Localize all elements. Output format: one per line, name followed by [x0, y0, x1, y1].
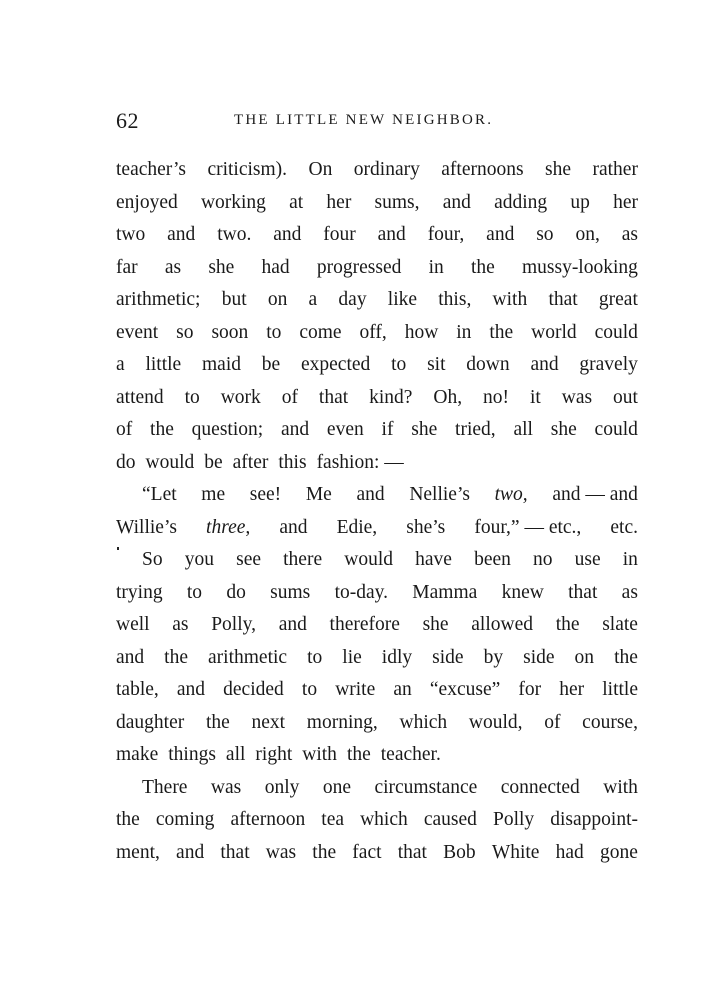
word: caused — [423, 809, 477, 830]
word: mussy-looking — [521, 256, 638, 278]
word: table, — [116, 679, 159, 700]
word: afternoon — [230, 809, 306, 830]
word: arithmetic; — [116, 289, 201, 310]
word: working — [200, 191, 266, 213]
word: afternoons — [441, 159, 524, 180]
word: world — [531, 321, 577, 343]
word: three, — [206, 516, 251, 538]
word: the — [614, 646, 638, 668]
text-line — [116, 804, 638, 837]
word: this — [278, 451, 307, 473]
word: do — [116, 451, 136, 473]
word: of — [281, 386, 298, 408]
word: Polly — [492, 809, 535, 830]
word: all — [225, 744, 246, 765]
word: the — [312, 841, 337, 863]
text-line — [116, 219, 638, 252]
word: would, — [468, 711, 523, 733]
word: so — [176, 321, 194, 343]
word: Mamma — [412, 581, 478, 603]
word: disappoint- — [550, 809, 638, 830]
text-line — [116, 187, 638, 220]
word: use — [574, 549, 601, 570]
word: come — [299, 321, 342, 343]
word: had — [261, 256, 290, 278]
word: the — [346, 744, 371, 765]
word: and — [356, 484, 385, 505]
word: the — [470, 256, 495, 278]
word: the — [555, 614, 580, 635]
word: was — [210, 776, 242, 798]
word: in — [428, 256, 444, 278]
word: two — [116, 224, 146, 245]
word: and — [280, 419, 310, 440]
word: a — [308, 289, 318, 310]
word: lie — [342, 646, 362, 668]
word: down — [466, 354, 510, 375]
word: but — [221, 289, 247, 310]
word: all — [513, 419, 533, 440]
word: little — [602, 679, 638, 700]
word: knew — [501, 581, 544, 603]
word: and — [273, 224, 302, 245]
word: she — [422, 614, 449, 635]
word: at — [289, 191, 304, 213]
word: that — [548, 289, 578, 310]
word: maid — [202, 354, 241, 375]
word: daughter — [116, 711, 185, 733]
word: there — [283, 549, 323, 570]
word: as — [164, 256, 182, 278]
text-line — [116, 674, 638, 707]
word: Polly, — [211, 614, 256, 635]
word: her — [559, 679, 585, 700]
word: to-day. — [334, 581, 388, 603]
word: and — [167, 224, 196, 245]
word: could — [594, 419, 638, 440]
word: make — [116, 744, 159, 765]
word: as — [621, 224, 638, 245]
word: arithmetic — [208, 646, 288, 668]
word: to — [186, 581, 203, 603]
text-line — [116, 739, 638, 772]
word: she — [545, 159, 572, 180]
word: and — [176, 679, 206, 700]
text-line — [116, 284, 638, 317]
word: enjoyed — [116, 191, 178, 213]
word: with — [302, 744, 337, 765]
word: the — [205, 711, 230, 733]
word: that — [220, 841, 250, 863]
word: great — [598, 289, 638, 310]
word: next — [251, 711, 286, 733]
word: so — [536, 224, 554, 245]
word: right — [255, 744, 293, 765]
text-line — [116, 317, 638, 350]
word: to — [391, 354, 407, 375]
word: Edie, — [336, 516, 378, 538]
word: be — [261, 354, 281, 375]
word: Oh, — [433, 386, 463, 408]
word: question; — [191, 419, 264, 440]
word: sit — [427, 354, 446, 375]
running-title: THE LITTLE NEW NEIGHBOR. — [234, 112, 494, 128]
word: write — [335, 679, 376, 700]
word: how — [404, 321, 439, 343]
page-header — [116, 108, 638, 138]
word: one — [322, 776, 351, 798]
word: no! — [483, 386, 510, 408]
word: she — [411, 419, 438, 440]
word: day — [338, 289, 367, 310]
word: event — [116, 321, 159, 343]
word: off, — [359, 321, 387, 343]
word: teacher’s — [116, 159, 187, 180]
word: slate — [602, 614, 638, 635]
word: have — [415, 549, 452, 570]
word: trying — [116, 581, 163, 603]
word: that — [397, 841, 427, 863]
word: attend — [116, 386, 164, 408]
word: On — [308, 159, 333, 180]
word: and — [486, 224, 515, 245]
word: There — [142, 776, 188, 798]
word: gravely — [579, 354, 638, 375]
word: an — [393, 679, 412, 700]
word: course, — [582, 711, 638, 733]
word: with — [603, 776, 638, 798]
word: you — [184, 549, 214, 570]
word: and — [176, 841, 205, 863]
word: idly — [381, 646, 413, 668]
text-line — [116, 707, 638, 740]
word: that — [568, 581, 598, 603]
word: side — [523, 646, 555, 668]
word: that — [318, 386, 349, 408]
word: to — [301, 679, 318, 700]
word: teacher. — [380, 744, 441, 765]
text-line — [116, 642, 638, 675]
word: “Let — [142, 484, 177, 505]
word: she — [550, 419, 577, 440]
word: the — [150, 419, 174, 440]
text-line — [116, 577, 638, 610]
word: “excuse” — [429, 679, 501, 700]
word: coming — [155, 809, 215, 830]
word: and — and — [552, 484, 638, 505]
word: and — [442, 191, 471, 213]
word: White — [491, 841, 540, 863]
word: side — [432, 646, 464, 668]
text-line — [116, 382, 638, 415]
word: four — [323, 224, 356, 245]
word: which — [360, 809, 408, 830]
word: things — [168, 744, 216, 765]
word: on — [574, 646, 595, 668]
word: do — [226, 581, 246, 603]
word: was — [265, 841, 297, 863]
word: of — [544, 711, 561, 733]
word: her — [613, 191, 638, 213]
word: expected — [301, 354, 371, 375]
text-line — [116, 512, 638, 545]
word: to — [307, 646, 323, 668]
text-line — [116, 447, 638, 480]
word: circumstance — [374, 776, 478, 798]
word: to — [266, 321, 282, 343]
word: was — [561, 386, 593, 408]
word: far — [116, 256, 138, 278]
word: see! — [249, 484, 282, 505]
word: four,” — etc., — [474, 516, 582, 538]
word: adding — [494, 191, 548, 213]
text-line — [116, 154, 638, 187]
word: two. — [217, 224, 252, 245]
word: two, — [494, 484, 528, 505]
word: on, — [575, 224, 600, 245]
page-number: 62 — [116, 108, 139, 133]
text-line — [116, 544, 638, 577]
word: decided — [223, 679, 284, 700]
word: it — [529, 386, 541, 408]
word: could — [594, 321, 638, 343]
word: soon — [211, 321, 249, 343]
body-text — [116, 154, 638, 869]
word: fashion: — — [316, 451, 404, 473]
word: etc. — [610, 516, 638, 538]
word: out — [613, 386, 638, 408]
word: well — [116, 614, 150, 635]
word: of — [116, 419, 133, 440]
word: in — [456, 321, 472, 343]
word: had — [555, 841, 584, 863]
word: see — [236, 549, 262, 570]
word: to — [184, 386, 200, 408]
word: even — [326, 419, 364, 440]
word: and — [377, 224, 406, 245]
word: four, — [427, 224, 465, 245]
word: would — [145, 451, 195, 473]
word: the — [116, 809, 140, 830]
text-line — [116, 252, 638, 285]
word: ment, — [116, 841, 160, 863]
word: morning, — [306, 711, 378, 733]
word: her — [326, 191, 352, 213]
word: as — [172, 614, 189, 635]
text-line — [116, 479, 638, 512]
word: connected — [500, 776, 580, 798]
word: after — [232, 451, 269, 473]
word: and — [116, 646, 145, 668]
word: and — [278, 614, 307, 635]
word: fact — [352, 841, 382, 863]
word: and — [279, 516, 308, 538]
word: like — [387, 289, 418, 310]
word: would — [344, 549, 393, 570]
word: with — [492, 289, 528, 310]
word: on — [267, 289, 288, 310]
word: tried, — [455, 419, 496, 440]
word: me — [201, 484, 226, 505]
word: if — [381, 419, 394, 440]
word: as — [621, 581, 638, 603]
word: So — [142, 549, 163, 570]
word: Bob — [443, 841, 476, 863]
text-line — [116, 772, 638, 805]
text-line — [116, 349, 638, 382]
word: this, — [438, 289, 472, 310]
word: progressed — [316, 256, 402, 278]
word: sums, — [374, 191, 420, 213]
word: Willie’s — [116, 516, 177, 538]
word: little — [145, 354, 182, 375]
word: criticism). — [207, 159, 288, 180]
word: been — [474, 549, 511, 570]
word: allowed — [471, 614, 534, 635]
word: tea — [321, 809, 345, 830]
word: sums — [270, 581, 311, 603]
word: the — [164, 646, 188, 668]
word: Nellie’s — [409, 484, 470, 505]
word: the — [489, 321, 514, 343]
word: gone — [599, 841, 638, 863]
word: a — [116, 354, 125, 375]
word: she’s — [406, 516, 446, 538]
word: therefore — [329, 614, 400, 635]
word: be — [204, 451, 223, 473]
word: in — [622, 549, 638, 570]
word: only — [264, 776, 300, 798]
word: by — [483, 646, 504, 668]
text-line — [116, 414, 638, 447]
word: for — [518, 679, 542, 700]
word: work — [220, 386, 261, 408]
word: which — [399, 711, 448, 733]
word: rather — [592, 159, 638, 180]
word: no — [533, 549, 553, 570]
text-line — [116, 837, 638, 870]
text-line — [116, 609, 638, 642]
word: kind? — [369, 386, 413, 408]
word: up — [570, 191, 590, 213]
word: she — [208, 256, 235, 278]
word: and — [530, 354, 559, 375]
word: ordinary — [353, 159, 420, 180]
word: Me — [305, 484, 332, 505]
